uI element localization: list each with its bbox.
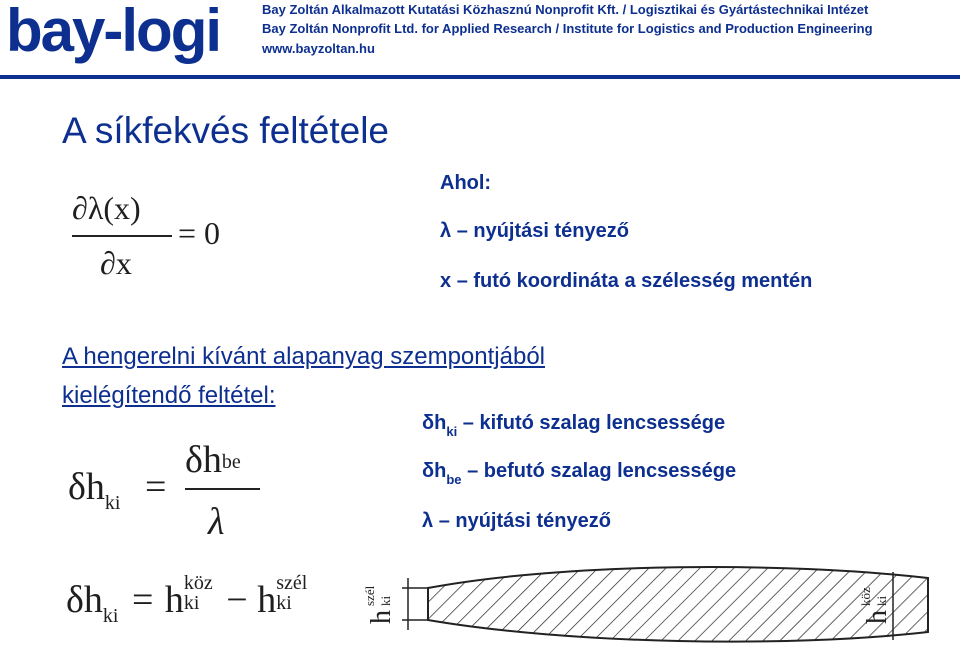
eq3-term2-sub: ki bbox=[276, 592, 292, 614]
legend2-dhki-symbol: δh bbox=[422, 412, 447, 434]
eq1-numerator: ∂λ(x) bbox=[72, 190, 141, 226]
eq3-minus: − bbox=[226, 579, 248, 621]
strip-lens-shape bbox=[428, 567, 928, 642]
legend2-dhki-text: – kifutó szalag lencsessége bbox=[462, 412, 726, 434]
ahol-item-x bbox=[440, 270, 812, 293]
eq2-lhs-symbol: δh bbox=[68, 466, 105, 508]
eq2-numerator bbox=[185, 438, 241, 482]
legend2-dhki-sub: ki bbox=[446, 424, 458, 439]
eq3-term2: h bbox=[257, 579, 277, 621]
left-label-sub: ki bbox=[378, 595, 393, 606]
header-website: www.bayzoltan.hu bbox=[262, 41, 375, 56]
eq2-lhs bbox=[68, 465, 121, 514]
legend2-item-lambda bbox=[422, 510, 611, 533]
left-label-sup: szél bbox=[362, 585, 377, 606]
eq3-lhs-sub: ki bbox=[102, 605, 119, 627]
eq2-lhs-sub: ki bbox=[104, 492, 121, 514]
ahol-item-x-text: – futó koordináta a szélesség mentén bbox=[456, 270, 813, 292]
eq3-term2-sup: szél bbox=[276, 572, 308, 594]
eq3-lhs: δh bbox=[66, 579, 103, 621]
eq3-term1-sup: köz bbox=[183, 572, 213, 594]
eq3-term1: h bbox=[164, 579, 184, 621]
eq2-denominator: λ bbox=[208, 501, 225, 543]
eq1-fraction-bar bbox=[72, 235, 172, 237]
left-label-main: h bbox=[366, 610, 397, 624]
header-divider bbox=[0, 75, 960, 79]
legend2-lambda-symbol: λ bbox=[422, 510, 434, 532]
eq2-numerator-symbol: δh bbox=[185, 439, 222, 481]
legend2-item-dhki bbox=[422, 412, 726, 439]
eq3-term1-sub: ki bbox=[183, 592, 200, 614]
legend2-lambda-text: – nyújtási tényező bbox=[438, 510, 611, 532]
ahol-item-lambda bbox=[440, 220, 629, 243]
condition-line2: kielégítendő feltétel: bbox=[62, 382, 276, 409]
eq2-fraction-bar bbox=[185, 488, 260, 490]
right-label-main: h bbox=[862, 610, 893, 624]
legend2-dhbe-sub: be bbox=[446, 472, 462, 487]
legend2-item-dhbe bbox=[422, 460, 737, 487]
ahol-heading: Ahol: bbox=[440, 172, 492, 194]
legend2-dhbe-symbol: δh bbox=[422, 460, 447, 482]
eq1-rhs: = 0 bbox=[178, 215, 221, 251]
eq3 bbox=[66, 572, 308, 627]
header-line-hu: Bay Zoltán Alkalmazott Kutatási Közhasznú Nonprofit Kft. / Logisztikai és Gyártástechnikai Intézet bbox=[262, 2, 869, 17]
ahol-item-lambda-symbol: λ bbox=[440, 220, 452, 242]
eq2-equals: = bbox=[145, 466, 167, 508]
bay-logi-logo: bay-logi bbox=[6, 0, 221, 64]
legend2-dhbe-text: – befutó szalag lencsessége bbox=[467, 460, 737, 482]
right-label-sup: köz bbox=[858, 587, 873, 606]
right-label-sub: ki bbox=[874, 595, 889, 606]
eq3-equals: = bbox=[131, 579, 154, 621]
eq1-denominator: ∂x bbox=[100, 245, 132, 281]
page-title: A síkfekvés feltétele bbox=[62, 110, 390, 151]
strip-cross-section-diagram bbox=[362, 560, 960, 646]
eq2-numerator-sub: be bbox=[221, 451, 241, 473]
header-line-en: Bay Zoltán Nonprofit Ltd. for Applied Research / Institute for Logistics and Production Engineering bbox=[262, 21, 873, 36]
left-label-h-ki-szel bbox=[362, 585, 397, 624]
ahol-item-lambda-text: – nyújtási tényező bbox=[456, 220, 629, 242]
condition-line1: A hengerelni kívánt alapanyag szempontjából bbox=[62, 343, 545, 370]
ahol-item-x-symbol: x bbox=[440, 270, 452, 292]
